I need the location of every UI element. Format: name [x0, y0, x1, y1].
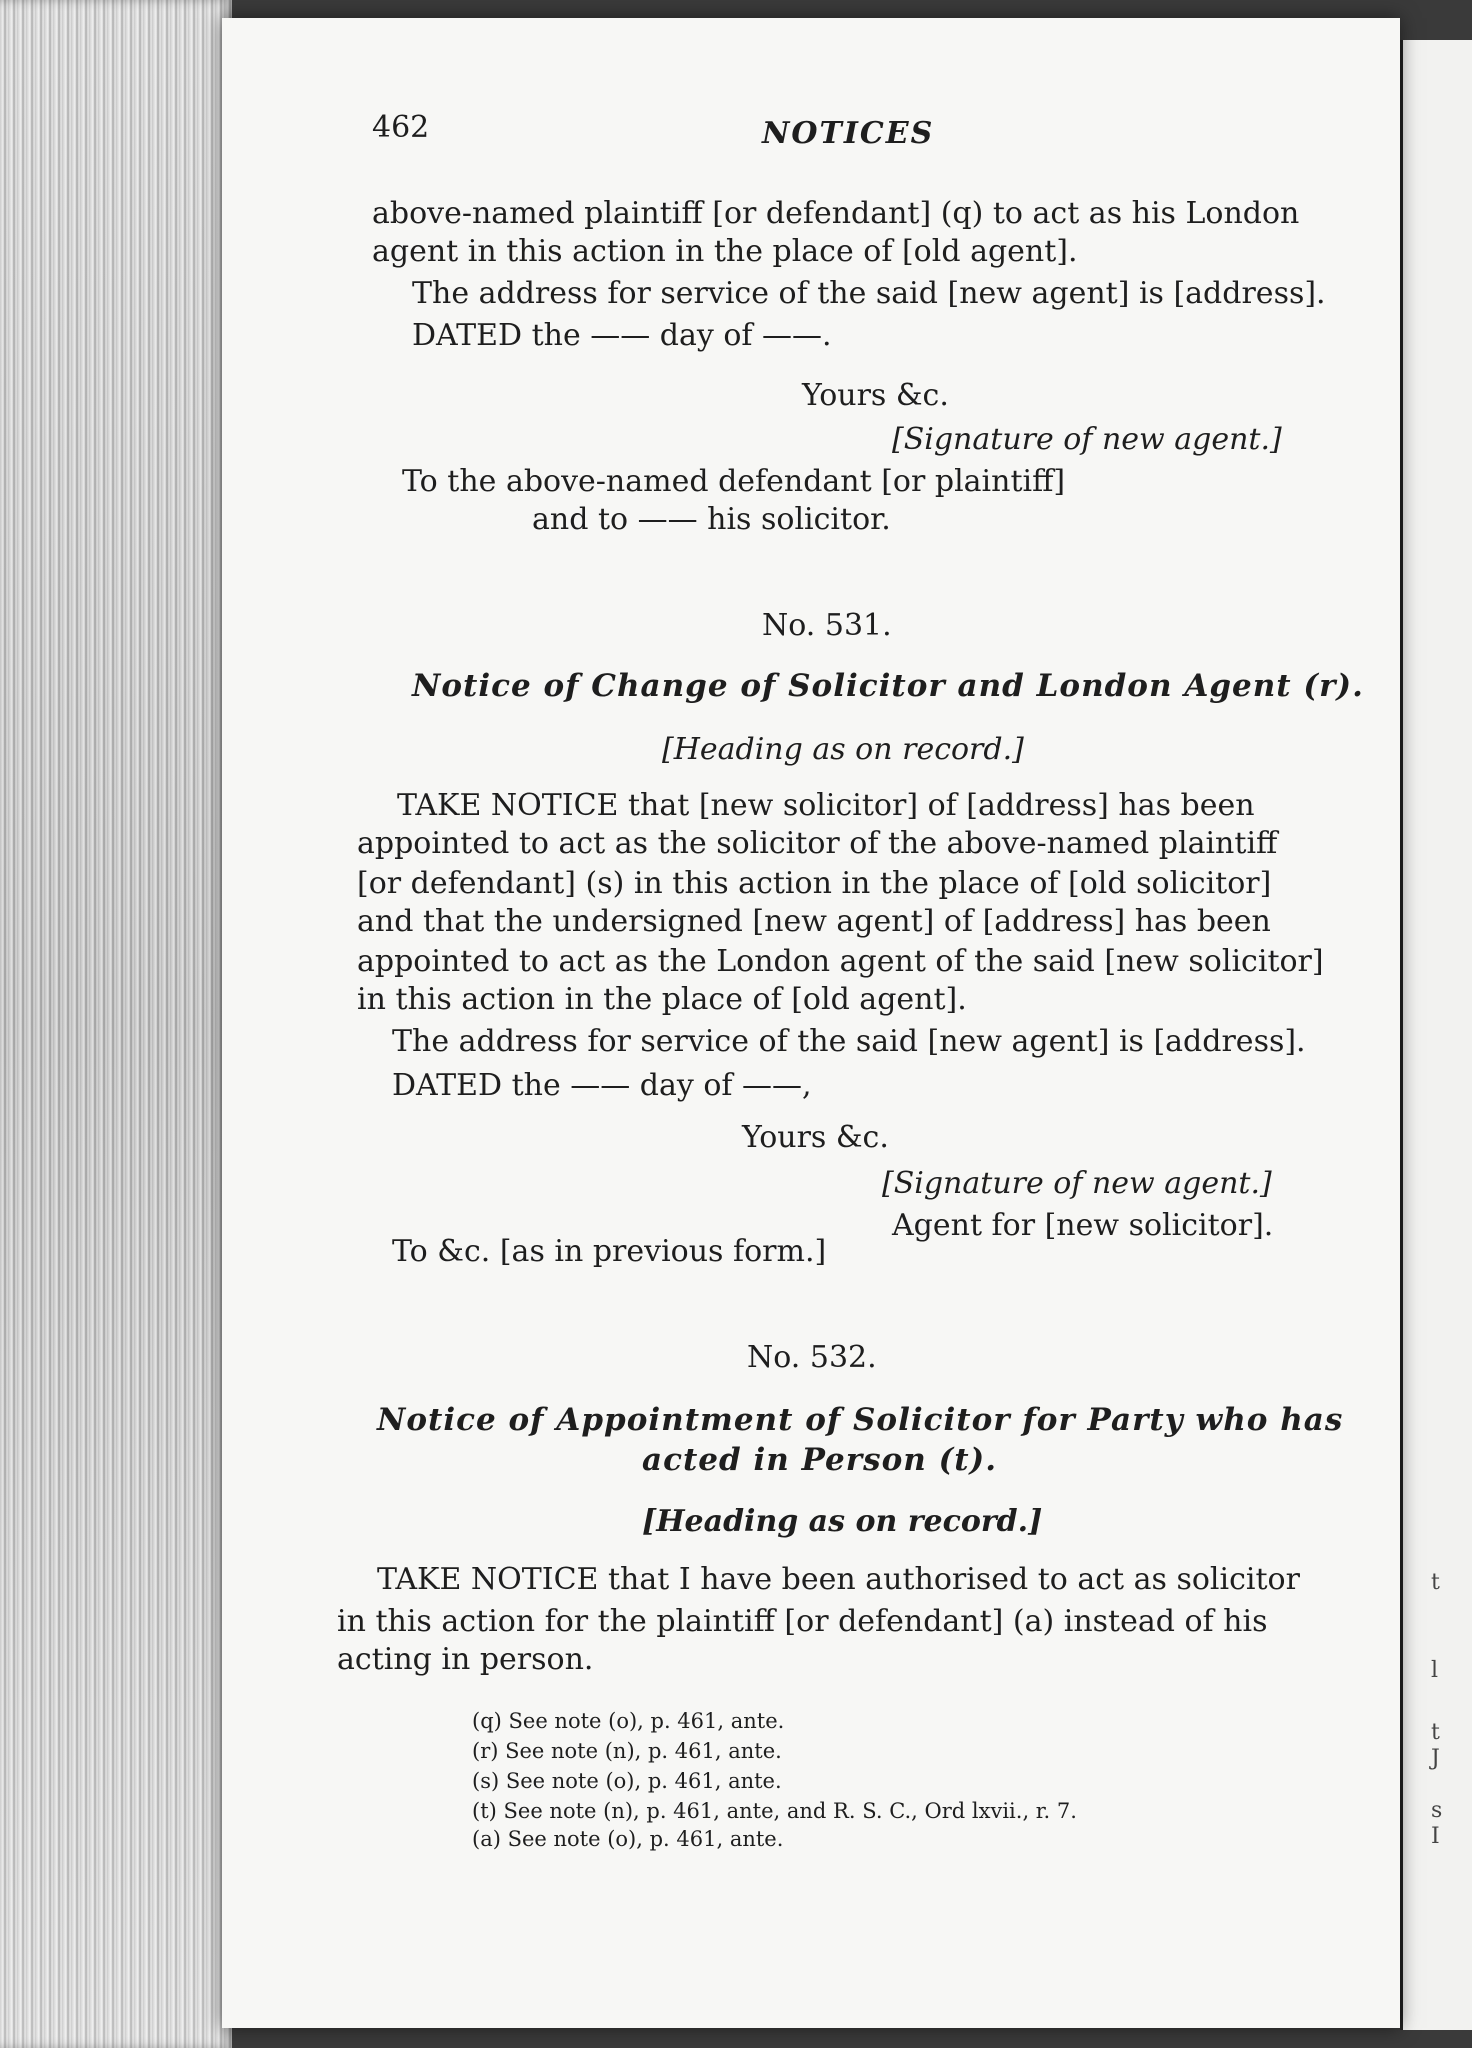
footnote: (s) See note (o), p. 461, ante.	[472, 1769, 782, 1793]
body-line: appointed to act as the solicitor of the above-named plaintiff	[357, 826, 1278, 861]
closing: Yours &c.	[742, 1120, 889, 1155]
body-line: The address for service of the said [new agent] is [address].	[392, 1024, 1306, 1059]
book-page	[222, 18, 1400, 2028]
facing-fragment: s	[1431, 1798, 1443, 1823]
body-line: The address for service of the said [new agent] is [address].	[412, 276, 1326, 311]
signature: [Signature of new agent.]	[892, 422, 1282, 457]
facing-page-edge	[1400, 40, 1472, 2030]
agent-for: Agent for [new solicitor].	[892, 1208, 1274, 1243]
footnote: (t) See note (n), p. 461, ante, and R. S. C., Ord lxvii., r. 7.	[472, 1799, 1077, 1823]
form-number-531: No. 531.	[762, 608, 892, 643]
facing-fragment: J	[1431, 1746, 1440, 1771]
body-line: [or defendant] (s) in this action in the place of [old solicitor]	[357, 866, 1272, 901]
form-number-532: No. 532.	[747, 1340, 877, 1375]
signature: [Signature of new agent.]	[882, 1166, 1272, 1201]
body-line: in this action for the plaintiff [or defendant] (a) instead of his	[337, 1604, 1268, 1639]
facing-fragment: l	[1431, 1658, 1439, 1683]
footnote: (a) See note (o), p. 461, ante.	[472, 1827, 784, 1851]
addressee-line: and to —— his solicitor.	[532, 502, 891, 537]
addressee-line: To the above-named defendant [or plaintiff]	[402, 464, 1066, 499]
running-title: NOTICES	[762, 116, 935, 151]
dated-line: DATED the —— day of ——,	[392, 1068, 812, 1103]
facing-fragment: t	[1431, 1570, 1440, 1595]
dated-line: DATED the —— day of ——.	[412, 318, 832, 353]
body-line: above-named plaintiff [or defendant] (q) to act as his London	[372, 196, 1300, 231]
form-title-532: Notice of Appointment of Solicitor for Party who has	[377, 1402, 1344, 1438]
form-title-531: Notice of Change of Solicitor and London Agent (r).	[412, 668, 1364, 704]
footnote: (q) See note (o), p. 461, ante.	[472, 1709, 785, 1733]
body-line: in this action in the place of [old agent].	[357, 982, 967, 1017]
facing-fragment: t	[1431, 1720, 1440, 1745]
body-line: and that the undersigned [new agent] of [address] has been	[357, 904, 1271, 939]
body-line: agent in this action in the place of [old agent].	[372, 234, 1078, 269]
addressee-line: To &c. [as in previous form.]	[392, 1234, 827, 1269]
body-line: TAKE NOTICE that [new solicitor] of [address] has been	[397, 788, 1255, 823]
form-heading-531: [Heading as on record.]	[662, 732, 1024, 767]
footnote: (r) See note (n), p. 461, ante.	[472, 1739, 782, 1763]
form-title-532-cont: acted in Person (t).	[642, 1442, 998, 1478]
closing: Yours &c.	[802, 378, 949, 413]
body-line: TAKE NOTICE that I have been authorised to act as solicitor	[377, 1562, 1300, 1597]
body-line: appointed to act as the London agent of the said [new solicitor]	[357, 944, 1324, 979]
facing-fragment: I	[1431, 1824, 1440, 1849]
book-page-edges	[0, 0, 232, 2048]
page-number: 462	[372, 110, 430, 145]
body-line: acting in person.	[337, 1642, 594, 1677]
form-heading-532: [Heading as on record.]	[642, 1504, 1043, 1539]
